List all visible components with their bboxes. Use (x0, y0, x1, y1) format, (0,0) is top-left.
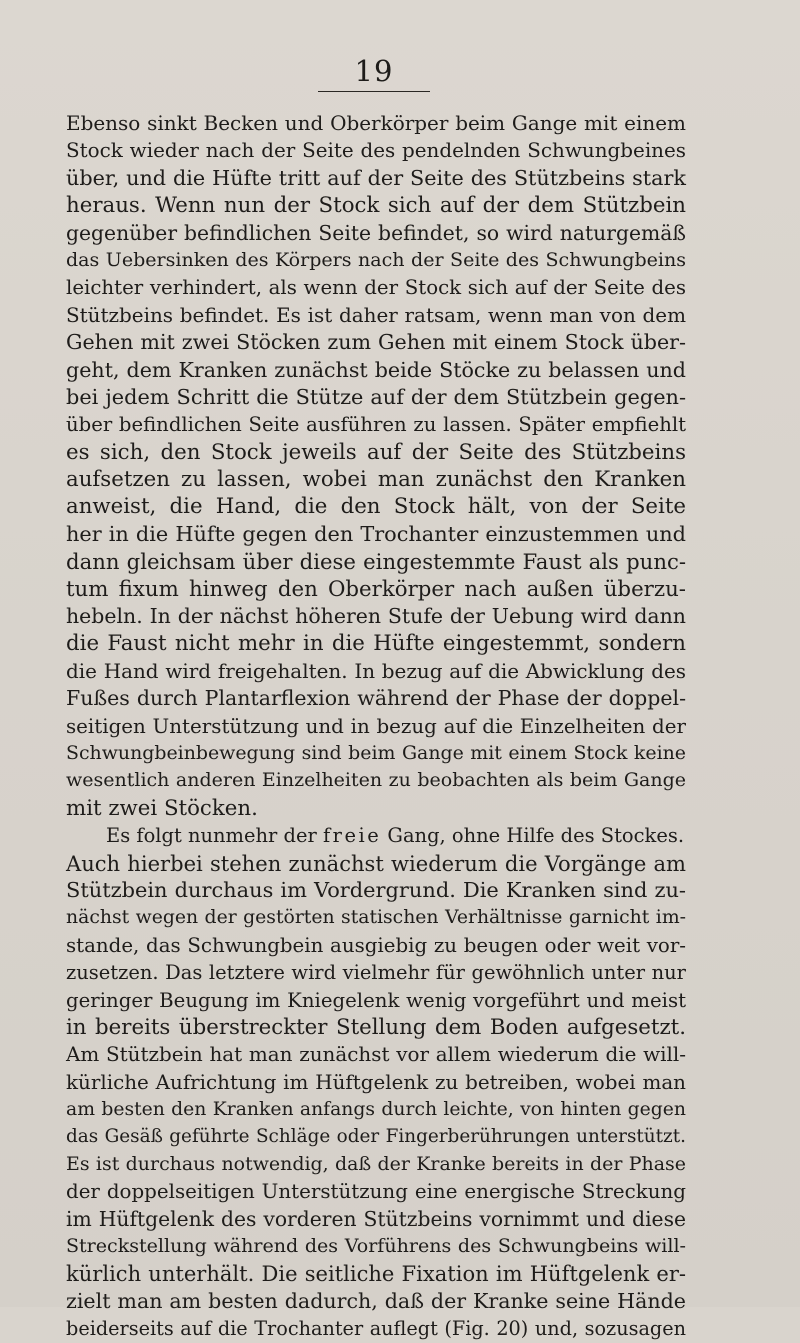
text-line: nächst wegen der gestörten statischen Verhältnisse garnicht im- (66, 907, 686, 929)
page-number: 19 (354, 54, 394, 88)
text-line: die Faust nicht mehr in die Hüfte eingestemmt, sondern (66, 631, 686, 657)
text-line: über, und die Hüfte tritt auf der Seite des Stützbeins stark (66, 165, 686, 190)
text-line: her in die Hüfte gegen den Trochanter einzustemmen und (66, 521, 686, 546)
text-line: dann gleichsam über diese eingestemmte Faust als punc- (66, 549, 686, 575)
text-line: Es ist durchaus notwendig, daß der Kranke bereits in der Phase (66, 1152, 686, 1175)
text-line: Stützbein durchaus im Vordergrund. Die Kranken sind zu- (66, 877, 686, 902)
text-line: stande, das Schwungbein ausgiebig zu beugen oder weit vor- (66, 933, 686, 957)
text-line: Auch hierbei stehen zunächst wiederum die Vorgänge am (66, 850, 686, 876)
text-line: bei jedem Schritt die Stütze auf der dem Stützbein gegen- (66, 384, 686, 409)
text-line: wesentlich anderen Einzelheiten zu beobachten als beim Gange (66, 769, 686, 792)
text-line: Schwungbeinbewegung sind beim Gange mit einem Stock keine (66, 741, 686, 764)
text-line: Ebenso sinkt Becken und Oberkörper beim Gange mit einem (66, 111, 686, 135)
text-line: Stützbeins befindet. Es ist daher ratsam, wenn man von dem (66, 302, 686, 327)
page-number-rule (318, 91, 430, 92)
text-line: das Gesäß geführte Schläge oder Fingerberührungen unterstützt. (66, 1126, 686, 1148)
text-line: das Uebersinken des Körpers nach der Seite des Schwungbeins (66, 248, 686, 271)
text-line: seitigen Unterstützung und in bezug auf die Einzelheiten der (66, 714, 686, 738)
text-line: kürliche Aufrichtung im Hüftgelenk zu betreiben, wobei man (66, 1070, 686, 1094)
text-line: tum fixum hinweg den Oberkörper nach außen überzu- (66, 576, 686, 602)
text-line: leichter verhindert, als wenn der Stock sich auf der Seite des (66, 276, 686, 300)
text-line: beiderseits auf die Trochanter auflegt (Fig. 20) und, sozusagen (66, 1317, 686, 1341)
text-line: heraus. Wenn nun der Stock sich auf der dem Stützbein (66, 193, 686, 219)
text-line: am besten den Kranken anfangs durch leichte, von hinten gegen (66, 1099, 686, 1121)
text-line: gegenüber befindlichen Seite befindet, so wird naturgemäß (66, 220, 686, 245)
text-line: geht, dem Kranken zunächst beide Stöcke zu belassen und (66, 357, 686, 382)
text-line: geringer Beugung im Kniegelenk wenig vorgeführt und meist (66, 988, 686, 1012)
text-line: zielt man am besten dadurch, daß der Kranke seine Hände (66, 1288, 686, 1313)
text-line: aufsetzen zu lassen, wobei man zunächst den Kranken (66, 467, 686, 493)
paragraph-start-rest: Gang, ohne Hilfe des Stockes. (381, 824, 685, 848)
text-line: Am Stützbein hat man zunächst vor allem wiederum die will- (66, 1043, 686, 1067)
text-line: Fußes durch Plantarflexion während der Phase der doppel- (66, 686, 686, 711)
text-line: Gehen mit zwei Stöcken zum Gehen mit einem Stock über- (66, 330, 686, 355)
text-line: mit zwei Stöcken. (66, 795, 258, 821)
text-line: über befindlichen Seite ausführen zu lassen. Später empfiehlt (66, 413, 686, 437)
text-line: in bereits überstreckter Stellung dem Boden aufgesetzt. (66, 1014, 686, 1040)
text-line: Stock wieder nach der Seite des pendelnden Schwungbeines (66, 139, 686, 163)
text-line: es sich, den Stock jeweils auf der Seite des Stützbeins (66, 439, 686, 465)
text-line: zusetzen. Das letztere wird vielmehr für gewöhnlich unter nur (66, 961, 686, 985)
paragraph-start-line (66, 822, 686, 849)
text-line: hebeln. In der nächst höheren Stufe der Uebung wird dann (66, 604, 686, 629)
text-line: die Hand wird freigehalten. In bezug auf die Abwicklung des (66, 658, 686, 683)
text-line: der doppelseitigen Unterstützung eine energische Streckung (66, 1180, 686, 1204)
body-text (66, 110, 686, 1343)
text-line: im Hüftgelenk des vorderen Stützbeins vornimmt und diese (66, 1206, 686, 1231)
paragraph-start-text: Es folgt nunmehr der (106, 824, 323, 848)
text-line: anweist, die Hand, die den Stock hält, von der Seite (66, 494, 686, 520)
emphasized-word: freie (322, 824, 382, 848)
text-line: Streckstellung während des Vorführens des Schwungbeins will- (66, 1235, 686, 1258)
text-line: kürlich unterhält. Die seitliche Fixation im Hüftgelenk er- (66, 1261, 686, 1287)
